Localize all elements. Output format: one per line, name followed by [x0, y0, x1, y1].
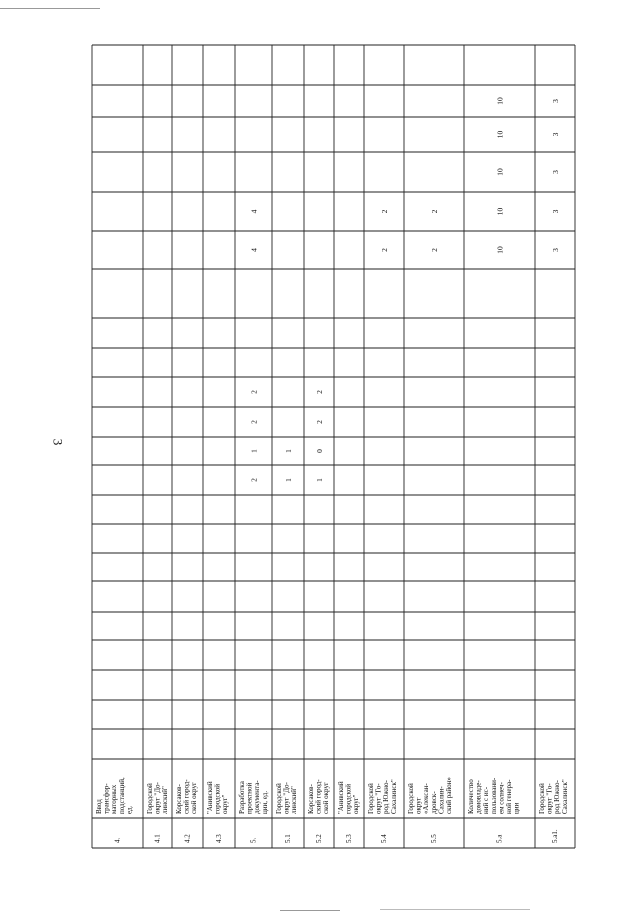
row-name-line: "Анивский — [337, 781, 345, 814]
row-number: 5.2 — [315, 834, 323, 843]
row-number: 5.4 — [380, 834, 388, 843]
cell-value: 1 — [315, 478, 324, 482]
row-number: 4.2 — [183, 834, 192, 843]
cell-value: 4 — [249, 209, 259, 214]
row-name-line: Городской — [367, 783, 375, 814]
row-number: 5.1 — [284, 834, 292, 843]
scan-mark-bottom — [280, 910, 340, 911]
row-name-line: маторных — [110, 784, 119, 814]
row-name-line: Городской — [538, 783, 546, 814]
row-number: 5.a — [495, 834, 504, 843]
row-name-line: округ "До- — [282, 782, 291, 814]
cell-value: 2 — [430, 209, 439, 214]
cell-value: 10 — [495, 168, 505, 176]
row-number: 4.3 — [215, 834, 223, 843]
cell-value: 2 — [380, 248, 389, 252]
cell-value: 2 — [315, 390, 324, 394]
row-name-line: проектной — [245, 782, 254, 814]
row-name-line: линский" — [290, 786, 299, 814]
row-name-line: род Южно- — [382, 780, 391, 814]
row-number: 4. — [113, 837, 122, 843]
row-name-line: Количество — [467, 779, 475, 814]
row-name-line: ской округ — [322, 782, 331, 814]
scan-mark-top — [0, 8, 100, 9]
cell-value: 3 — [551, 209, 560, 214]
page-number: 3 — [50, 438, 66, 446]
row-name-line: ции, ед. — [260, 790, 269, 814]
row-number: 4.1 — [153, 834, 162, 843]
row-name-line: ем солнеч- — [497, 782, 506, 814]
cell-value: 2 — [315, 420, 324, 424]
row-name-line: пользовани- — [489, 777, 498, 814]
row-name-line: ной генера- — [505, 779, 513, 814]
row-number: 5.5 — [430, 834, 438, 843]
row-name-line: Сахалин- — [437, 786, 446, 814]
cell-value: 1 — [284, 478, 293, 482]
row-name-line: подстанций, — [117, 777, 126, 814]
row-name-line: Сахалинск" — [560, 779, 569, 814]
row-name-line: ский район» — [445, 777, 453, 814]
row-name-line: Сахалинск" — [389, 779, 398, 814]
cell-value: 2 — [380, 209, 389, 214]
row-name-line: ний с ис- — [482, 786, 491, 814]
scan-mark-bottom-right — [380, 909, 530, 910]
row-name-line: Ввод — [95, 799, 103, 814]
row-name-line: городской — [213, 784, 222, 814]
cell-value: 2 — [249, 478, 259, 482]
cell-value: 1 — [284, 449, 293, 453]
row-name-line: округ "Го- — [374, 783, 383, 814]
row-name-line: линский" — [161, 786, 170, 814]
cell-value: 3 — [551, 170, 560, 174]
row-name-line: округ" — [352, 794, 361, 814]
cell-value: 3 — [551, 99, 560, 103]
row-name-line: "Анивский — [206, 781, 214, 814]
row-number: 5. — [249, 837, 258, 843]
row-name-line: дровск- — [429, 791, 438, 814]
cell-value: 3 — [551, 248, 560, 252]
row-name-line: округ "Го- — [545, 783, 554, 814]
cell-value: 2 — [249, 390, 259, 394]
row-name-line: документа- — [253, 780, 262, 814]
cell-value: 1 — [249, 449, 259, 453]
row-name-line: Разработка — [238, 781, 246, 814]
row-name-line: Корсаков- — [175, 784, 183, 814]
cell-value: 10 — [495, 130, 505, 139]
row-number: 5.3 — [345, 834, 353, 843]
row-name-line: Городской — [407, 783, 415, 814]
row-name-line: ский город- — [182, 779, 191, 814]
row-name-line: «Алексан- — [422, 783, 431, 814]
cell-value: 10 — [495, 97, 505, 105]
row-name-line: Городской — [275, 783, 283, 814]
row-name-line: округ "До- — [153, 782, 162, 814]
cell-value: 3 — [551, 132, 560, 137]
row-name-line: Корсаков- — [307, 784, 315, 814]
cell-value: 0 — [315, 449, 324, 453]
row-name-line: городской — [344, 784, 353, 814]
row-name-line: род Южно- — [553, 780, 562, 814]
row-name-line: трансфор- — [102, 783, 111, 814]
row-name-line: ской округ — [190, 782, 199, 814]
row-name-line: округ — [414, 797, 423, 814]
cell-value: 10 — [495, 246, 505, 254]
cell-value: 2 — [430, 248, 439, 252]
row-name-line: Городской — [146, 783, 154, 814]
cell-value: 2 — [249, 420, 259, 424]
row-number: 5.a1. — [551, 829, 559, 843]
cell-value: 4 — [249, 248, 259, 252]
row-name-line: домовладе- — [474, 780, 483, 814]
row-name-line: ский город- — [314, 779, 323, 814]
row-name-line: ед. — [125, 805, 134, 814]
row-name-line: округ" — [221, 794, 230, 814]
cell-value: 10 — [495, 207, 505, 216]
row-name-line: ции — [512, 802, 521, 814]
